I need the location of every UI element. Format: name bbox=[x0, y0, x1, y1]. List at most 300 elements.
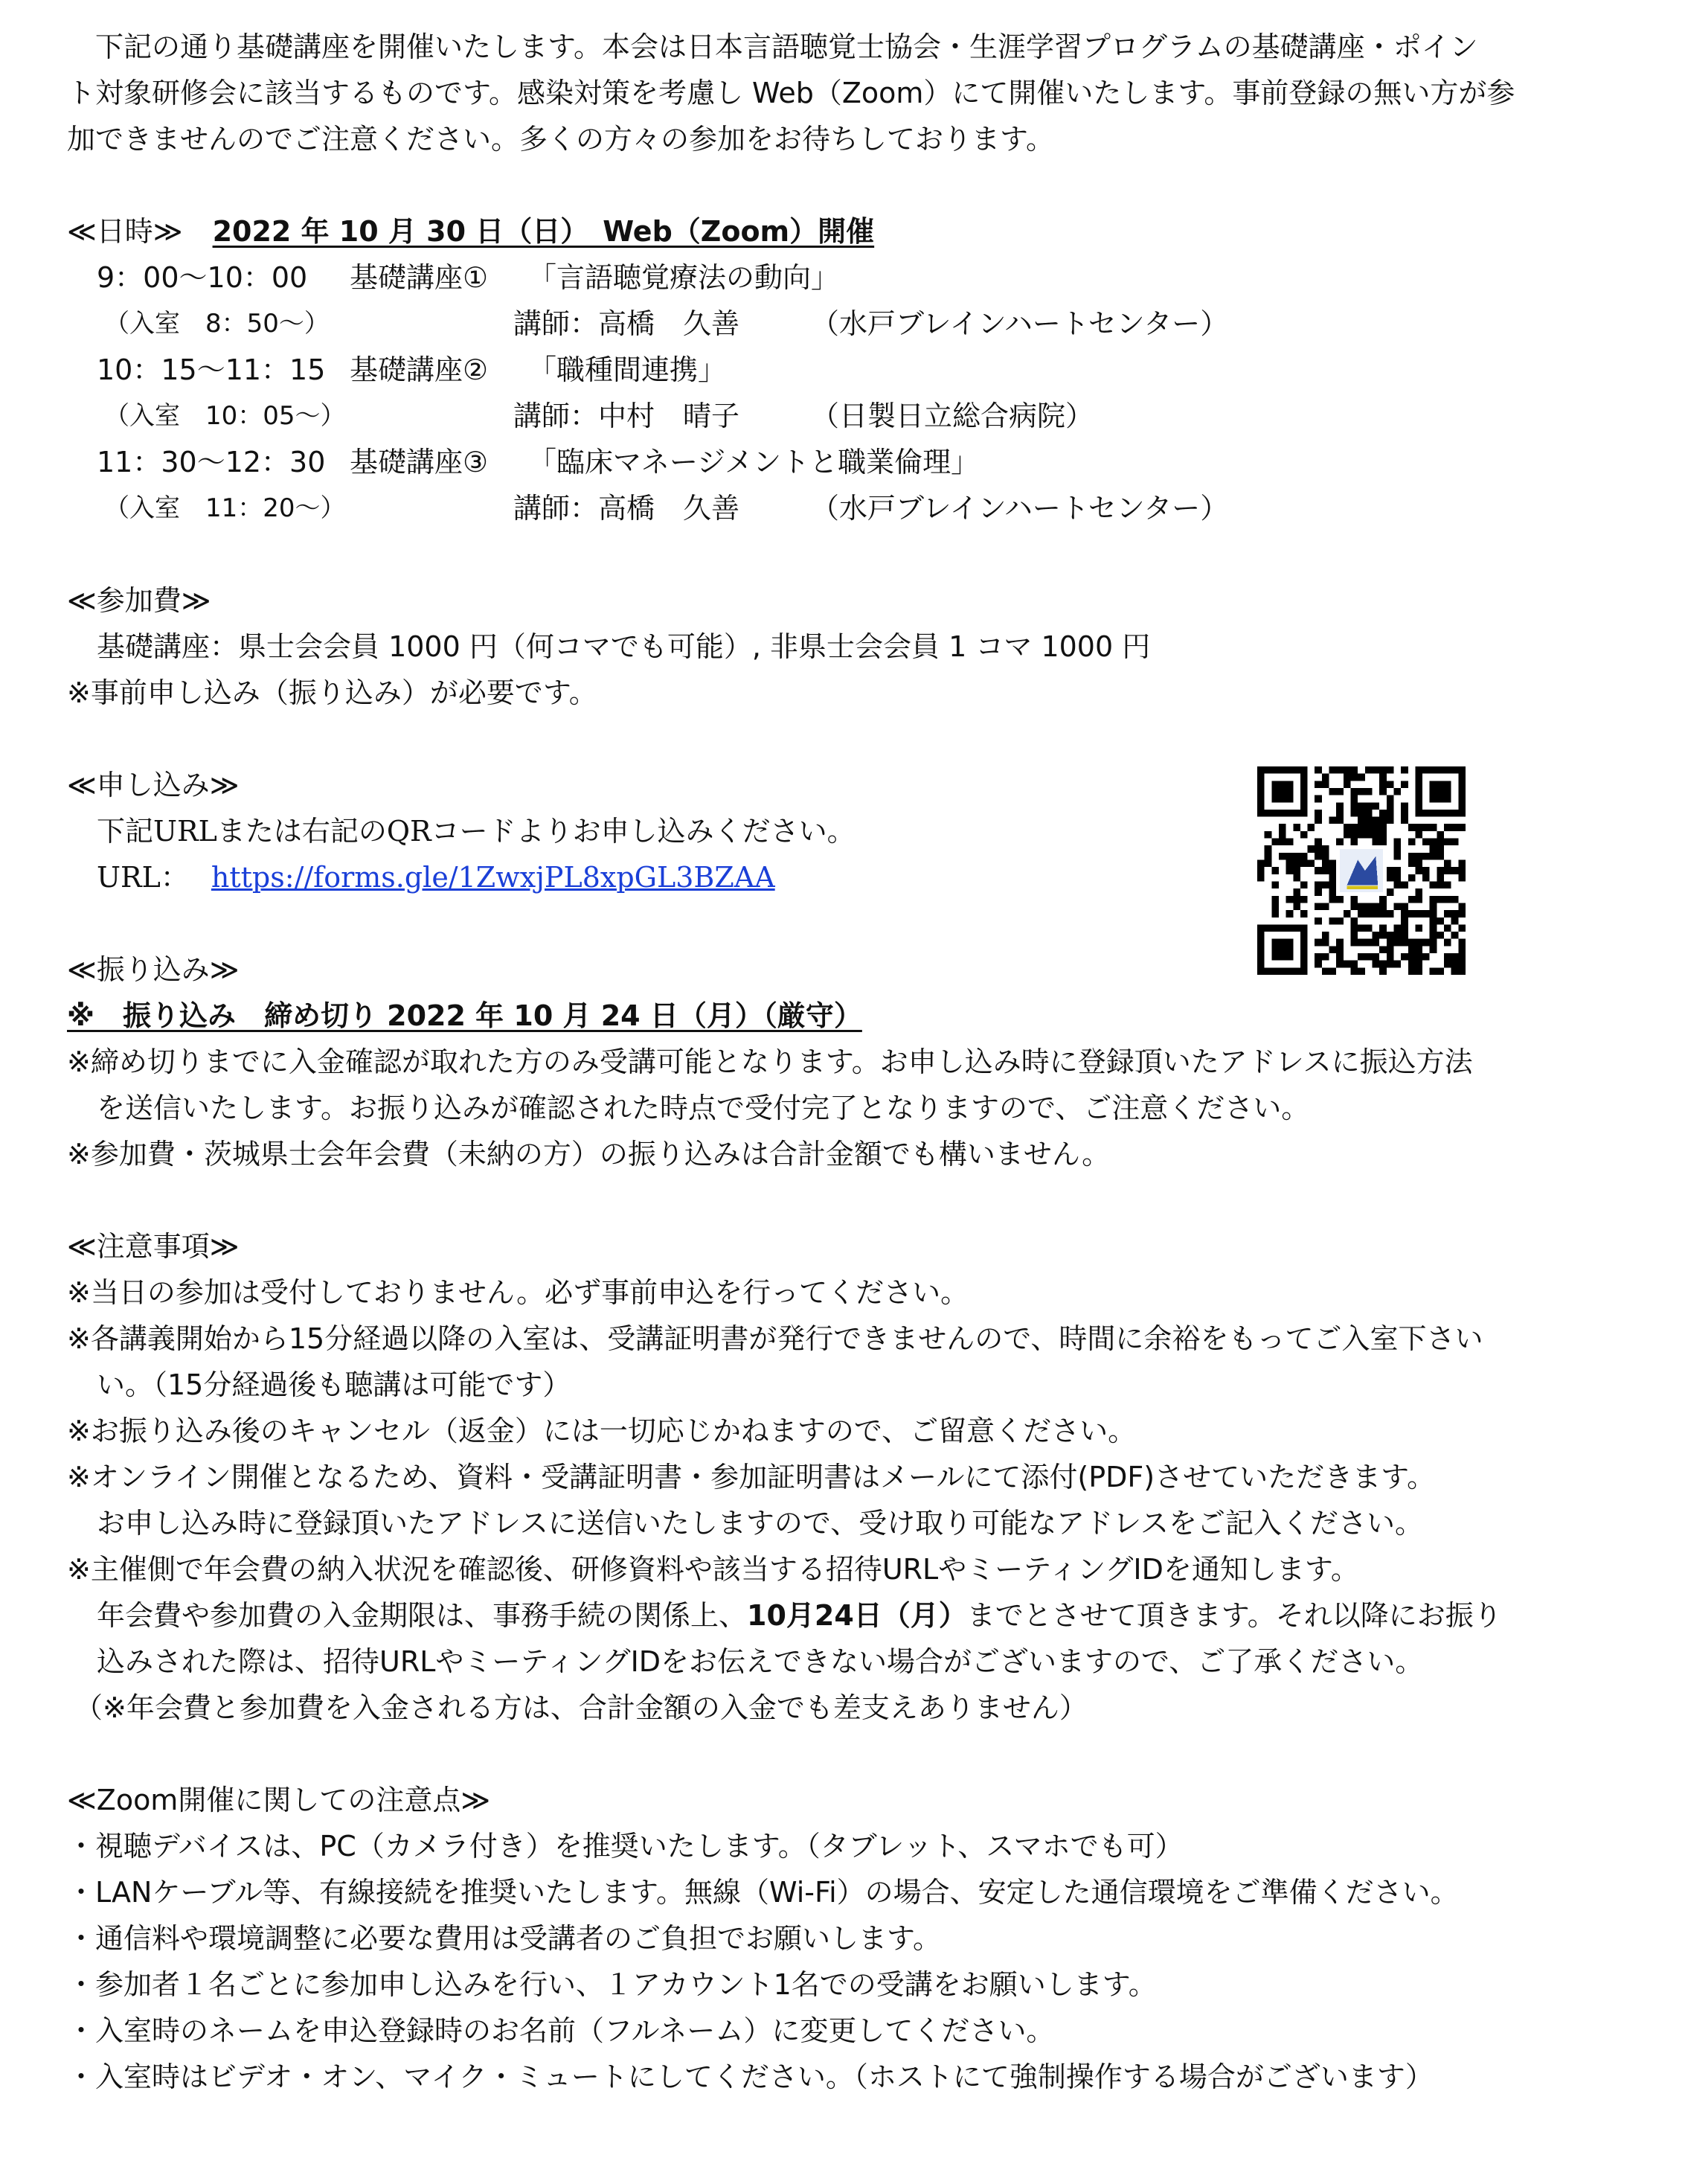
qr-module bbox=[1458, 924, 1466, 932]
qr-module bbox=[1379, 896, 1387, 903]
session-row bbox=[67, 254, 1637, 301]
qr-module bbox=[1286, 839, 1294, 846]
qr-module bbox=[1437, 881, 1444, 888]
qr-module bbox=[1286, 924, 1294, 932]
qr-module bbox=[1430, 924, 1437, 932]
intro-line-2: ト対象研修会に該当するものです。感染対策を考慮し Web（Zoom）にて開催いたします。事前登録の無い方が参 bbox=[67, 77, 1515, 109]
qr-module bbox=[1329, 967, 1337, 975]
qr-module bbox=[1286, 939, 1294, 947]
qr-module bbox=[1329, 817, 1337, 824]
qr-module bbox=[1401, 903, 1408, 910]
qr-module bbox=[1458, 953, 1466, 961]
qr-module bbox=[1372, 961, 1379, 968]
qr-module bbox=[1372, 802, 1379, 810]
session-entry-time: （入室 10：05〜） bbox=[104, 401, 346, 431]
qr-module bbox=[1422, 910, 1430, 918]
qr-module bbox=[1372, 817, 1379, 824]
qr-module bbox=[1379, 839, 1387, 846]
qr-module bbox=[1286, 867, 1294, 874]
qr-module bbox=[1393, 845, 1401, 853]
qr-module bbox=[1372, 932, 1379, 939]
intro-line-3: 加できませんのでご注意ください。多くの方々の参加をお待ちしております。 bbox=[67, 123, 1054, 156]
qr-module bbox=[1279, 788, 1286, 795]
qr-module bbox=[1336, 953, 1344, 961]
qr-module bbox=[1415, 766, 1422, 774]
qr-module bbox=[1444, 961, 1451, 968]
qr-module bbox=[1437, 853, 1444, 860]
qr-module bbox=[1322, 774, 1329, 781]
qr-module bbox=[1415, 774, 1422, 781]
qr-module bbox=[1444, 910, 1451, 918]
qr-module bbox=[1315, 918, 1322, 925]
note-5b-pre: 年会費や参加費の入金期限は、事務手続の関係上、 bbox=[97, 1599, 748, 1632]
qr-module bbox=[1387, 932, 1394, 939]
qr-module bbox=[1437, 967, 1444, 975]
session-time: 9：00〜10：00 bbox=[97, 261, 308, 294]
qr-module bbox=[1444, 839, 1451, 846]
apply-heading: ≪申し込み≫ bbox=[67, 769, 240, 801]
note-3: ※お振り込み後のキャンセル（返金）には一切応じかねますので、ご留意ください。 bbox=[67, 1415, 1137, 1447]
qr-module bbox=[1458, 824, 1466, 831]
qr-module bbox=[1415, 795, 1422, 803]
qr-module bbox=[1271, 924, 1279, 932]
qr-module bbox=[1415, 788, 1422, 795]
qr-module bbox=[1293, 874, 1300, 882]
qr-module bbox=[1293, 824, 1300, 831]
session-lecturer: 講師：高橋 久善 bbox=[513, 492, 740, 525]
qr-module bbox=[1379, 910, 1387, 918]
qr-module bbox=[1322, 967, 1329, 975]
qr-module bbox=[1279, 953, 1286, 961]
qr-module bbox=[1437, 781, 1444, 788]
transfer-deadline bbox=[67, 993, 1637, 1039]
qr-module bbox=[1279, 939, 1286, 947]
qr-module bbox=[1451, 967, 1459, 975]
qr-module bbox=[1444, 924, 1451, 932]
qr-module bbox=[1271, 967, 1279, 975]
fee-line-2: ※事前申し込み（振り込み）が必要です。 bbox=[67, 676, 597, 709]
zoom-item: ・LANケーブル等、有線接続を推奨いたします。無線（Wi-Fi）の場合、安定した通信環境をご準備ください。 bbox=[67, 1876, 1459, 1909]
session-affiliation: （日製日立総合病院） bbox=[811, 400, 1094, 432]
qr-module bbox=[1387, 961, 1394, 968]
qr-module bbox=[1351, 802, 1358, 810]
qr-module bbox=[1286, 781, 1294, 788]
qr-module bbox=[1265, 845, 1272, 853]
note-5b-post: までとさせて頂きます。それ以降にお振り bbox=[966, 1599, 1502, 1632]
qr-module bbox=[1351, 967, 1358, 975]
qr-module bbox=[1458, 810, 1466, 817]
qr-module bbox=[1336, 918, 1344, 925]
qr-module bbox=[1422, 824, 1430, 831]
qr-module bbox=[1365, 817, 1373, 824]
qr-module bbox=[1322, 867, 1329, 874]
qr-module bbox=[1315, 817, 1322, 824]
qr-module bbox=[1387, 795, 1394, 803]
qr-module bbox=[1279, 810, 1286, 817]
session-row bbox=[67, 439, 1637, 485]
qr-module bbox=[1451, 839, 1459, 846]
qr-module bbox=[1415, 967, 1422, 975]
qr-module bbox=[1279, 766, 1286, 774]
qr-module bbox=[1458, 774, 1466, 781]
qr-module bbox=[1387, 939, 1394, 947]
qr-module bbox=[1401, 810, 1408, 817]
qr-module bbox=[1315, 881, 1322, 888]
qr-module bbox=[1344, 774, 1351, 781]
qr-module bbox=[1401, 817, 1408, 824]
qr-module bbox=[1279, 967, 1286, 975]
qr-module bbox=[1444, 781, 1451, 788]
qr-module bbox=[1344, 831, 1351, 839]
qr-module bbox=[1451, 896, 1459, 903]
zoom-heading: ≪Zoom開催に関しての注意点≫ bbox=[67, 1784, 491, 1816]
qr-module bbox=[1444, 896, 1451, 903]
qr-module bbox=[1401, 910, 1408, 918]
qr-module bbox=[1257, 781, 1265, 788]
qr-module bbox=[1437, 932, 1444, 939]
qr-code[interactable] bbox=[1257, 766, 1466, 975]
qr-module bbox=[1293, 967, 1300, 975]
qr-module bbox=[1437, 831, 1444, 839]
qr-module bbox=[1308, 824, 1315, 831]
qr-module bbox=[1401, 932, 1408, 939]
qr-module bbox=[1315, 867, 1322, 874]
qr-module bbox=[1351, 932, 1358, 939]
qr-module bbox=[1336, 939, 1344, 947]
qr-module bbox=[1444, 810, 1451, 817]
qr-module bbox=[1351, 810, 1358, 817]
qr-module bbox=[1458, 903, 1466, 910]
qr-module bbox=[1415, 953, 1422, 961]
qr-module bbox=[1365, 766, 1373, 774]
fee-heading: ≪参加費≫ bbox=[67, 584, 211, 617]
fee-line-1: 基礎講座：県士会会員 1000 円（何コマでも可能）, 非県士会会員 1 コマ 1000 円 bbox=[97, 630, 1151, 663]
qr-module bbox=[1415, 910, 1422, 918]
qr-module bbox=[1329, 860, 1337, 868]
qr-module bbox=[1257, 810, 1265, 817]
qr-module bbox=[1315, 845, 1322, 853]
qr-module bbox=[1293, 766, 1300, 774]
qr-module bbox=[1300, 946, 1308, 953]
qr-module bbox=[1415, 824, 1422, 831]
qr-module bbox=[1401, 802, 1408, 810]
qr-module bbox=[1358, 910, 1365, 918]
qr-module bbox=[1279, 824, 1286, 831]
qr-module bbox=[1293, 888, 1300, 896]
qr-module bbox=[1271, 953, 1279, 961]
qr-module bbox=[1271, 781, 1279, 788]
qr-module bbox=[1430, 766, 1437, 774]
note-5a: ※主催側で年会費の納入状況を確認後、研修資料や該当する招待URLやミーティングIDを通知します。 bbox=[67, 1553, 1359, 1586]
qr-module bbox=[1286, 946, 1294, 953]
qr-module bbox=[1458, 910, 1466, 918]
datetime-value: 2022 年 10 月 30 日（日） Web（Zoom）開催 bbox=[212, 215, 875, 248]
qr-module bbox=[1458, 860, 1466, 868]
qr-module bbox=[1271, 795, 1279, 803]
qr-module bbox=[1451, 766, 1459, 774]
zoom-item: ・入室時のネームを申込登録時のお名前（フルネーム）に変更してください。 bbox=[67, 2014, 1055, 2047]
qr-module bbox=[1379, 788, 1387, 795]
qr-module bbox=[1437, 918, 1444, 925]
qr-module bbox=[1458, 788, 1466, 795]
note-2a: ※各講義開始から15分経過以降の入室は、受講証明書が発行できませんので、時間に余裕をもってご入室下さい bbox=[67, 1322, 1483, 1355]
qr-module bbox=[1351, 903, 1358, 910]
qr-module bbox=[1322, 932, 1329, 939]
note-4b: お申し込み時に登録頂いたアドレスに送信いたしますので、受け取り可能なアドレスをご記入ください。 bbox=[97, 1507, 1423, 1540]
qr-module bbox=[1351, 824, 1358, 831]
qr-module bbox=[1351, 766, 1358, 774]
qr-module bbox=[1300, 881, 1308, 888]
qr-module bbox=[1379, 774, 1387, 781]
qr-module bbox=[1265, 860, 1272, 868]
qr-module bbox=[1437, 810, 1444, 817]
note-5b-deadline: 10月24日（月） bbox=[747, 1599, 967, 1632]
qr-module bbox=[1351, 831, 1358, 839]
qr-module bbox=[1387, 802, 1394, 810]
qr-module bbox=[1415, 939, 1422, 947]
qr-module bbox=[1379, 932, 1387, 939]
qr-module bbox=[1279, 781, 1286, 788]
qr-module bbox=[1286, 766, 1294, 774]
qr-module bbox=[1336, 961, 1344, 968]
qr-module bbox=[1372, 903, 1379, 910]
session-time: 10：15〜11：15 bbox=[97, 353, 326, 386]
qr-module bbox=[1279, 924, 1286, 932]
qr-module bbox=[1279, 853, 1286, 860]
qr-module bbox=[1408, 946, 1416, 953]
qr-module bbox=[1393, 874, 1401, 882]
qr-module bbox=[1265, 831, 1272, 839]
qr-module bbox=[1358, 824, 1365, 831]
qr-module bbox=[1286, 967, 1294, 975]
qr-module bbox=[1415, 946, 1422, 953]
qr-module bbox=[1286, 795, 1294, 803]
qr-module bbox=[1387, 810, 1394, 817]
qr-module bbox=[1379, 903, 1387, 910]
qr-module bbox=[1430, 853, 1437, 860]
qr-module bbox=[1315, 781, 1322, 788]
zoom-item: ・視聴デバイスは、PC（カメラ付き）を推奨いたします。（タブレット、スマホでも可） bbox=[67, 1830, 1184, 1863]
qr-module bbox=[1430, 845, 1437, 853]
qr-module bbox=[1458, 874, 1466, 882]
qr-module bbox=[1437, 795, 1444, 803]
intro-line-1: 下記の通り基礎講座を開催いたします。本会は日本言語聴覚士協会・生涯学習プログラムの基礎講座・ポイン bbox=[67, 31, 1478, 63]
qr-module bbox=[1322, 953, 1329, 961]
qr-module bbox=[1387, 888, 1394, 896]
qr-module bbox=[1393, 961, 1401, 968]
qr-module bbox=[1365, 953, 1373, 961]
session-time: 11：30〜12：30 bbox=[97, 446, 326, 478]
qr-module bbox=[1293, 810, 1300, 817]
qr-module bbox=[1279, 839, 1286, 846]
qr-module bbox=[1351, 961, 1358, 968]
qr-module bbox=[1422, 939, 1430, 947]
qr-module bbox=[1271, 896, 1279, 903]
qr-module bbox=[1329, 946, 1337, 953]
qr-module bbox=[1336, 766, 1344, 774]
qr-module bbox=[1351, 896, 1358, 903]
qr-module bbox=[1257, 788, 1265, 795]
qr-module bbox=[1358, 924, 1365, 932]
qr-module bbox=[1379, 766, 1387, 774]
qr-module bbox=[1415, 961, 1422, 968]
session-title: 「言語聴覚療法の動向」 bbox=[528, 261, 840, 294]
qr-module bbox=[1358, 939, 1365, 947]
qr-module bbox=[1393, 839, 1401, 846]
qr-module bbox=[1444, 939, 1451, 947]
transfer-note-1a: ※締め切りまでに入金確認が取れた方のみ受講可能となります。お申し込み時に登録頂いたアドレスに振込方法 bbox=[67, 1045, 1473, 1078]
qr-module bbox=[1286, 788, 1294, 795]
url-label: URL： bbox=[97, 861, 189, 894]
qr-module bbox=[1430, 896, 1437, 903]
qr-module bbox=[1451, 810, 1459, 817]
qr-module bbox=[1430, 939, 1437, 947]
qr-module bbox=[1336, 896, 1344, 903]
qr-module bbox=[1372, 939, 1379, 947]
qr-module bbox=[1300, 810, 1308, 817]
qr-module bbox=[1444, 867, 1451, 874]
transfer-note-1b: を送信いたします。お振り込みが確認された時点で受付完了となりますので、ご注意ください。 bbox=[97, 1092, 1310, 1124]
qr-module bbox=[1415, 810, 1422, 817]
qr-module bbox=[1344, 824, 1351, 831]
qr-module bbox=[1265, 766, 1272, 774]
qr-module bbox=[1293, 924, 1300, 932]
qr-module bbox=[1329, 918, 1337, 925]
qr-module bbox=[1415, 860, 1422, 868]
qr-module bbox=[1300, 788, 1308, 795]
transfer-heading: ≪振り込み≫ bbox=[67, 953, 240, 986]
qr-module bbox=[1257, 802, 1265, 810]
qr-module bbox=[1422, 810, 1430, 817]
qr-module bbox=[1300, 910, 1308, 918]
qr-module bbox=[1300, 860, 1308, 868]
qr-module bbox=[1336, 788, 1344, 795]
note-1: ※当日の参加は受付しておりません。必ず事前申込を行ってください。 bbox=[67, 1276, 969, 1309]
qr-module bbox=[1401, 953, 1408, 961]
qr-module bbox=[1336, 802, 1344, 810]
qr-module bbox=[1422, 874, 1430, 882]
qr-module bbox=[1393, 788, 1401, 795]
qr-module bbox=[1458, 961, 1466, 968]
qr-module bbox=[1315, 888, 1322, 896]
qr-module bbox=[1329, 896, 1337, 903]
qr-module bbox=[1329, 788, 1337, 795]
qr-module bbox=[1372, 910, 1379, 918]
qr-module bbox=[1300, 795, 1308, 803]
session-detail-row bbox=[67, 301, 1637, 347]
qr-module bbox=[1458, 939, 1466, 947]
session-label: 基礎講座① bbox=[350, 261, 489, 294]
zoom-item: ・参加者１名ごとに参加申し込みを行い、１アカウント1名での受講をお願いします。 bbox=[67, 1968, 1157, 2001]
qr-module bbox=[1408, 896, 1416, 903]
qr-module bbox=[1300, 967, 1308, 975]
session-entry-time: （入室 8：50〜） bbox=[104, 309, 330, 339]
qr-module bbox=[1437, 867, 1444, 874]
qr-module bbox=[1286, 896, 1294, 903]
qr-module bbox=[1344, 781, 1351, 788]
qr-module bbox=[1365, 810, 1373, 817]
application-form-link[interactable]: https://forms.gle/1ZwxjPL8xpGL3BZAA bbox=[211, 861, 775, 894]
note-2b: い。（15分経過後も聴講は可能です） bbox=[97, 1368, 571, 1401]
qr-module bbox=[1344, 766, 1351, 774]
qr-module bbox=[1271, 788, 1279, 795]
qr-module bbox=[1300, 766, 1308, 774]
zoom-item: ・入室時はビデオ・オン、マイク・ミュートにしてください。（ホストにて強制操作する場合がございます） bbox=[67, 2060, 1434, 2093]
document-body bbox=[67, 24, 1637, 2100]
qr-module bbox=[1286, 953, 1294, 961]
qr-module bbox=[1372, 831, 1379, 839]
qr-module bbox=[1401, 766, 1408, 774]
qr-module bbox=[1437, 839, 1444, 846]
qr-module bbox=[1351, 918, 1358, 925]
qr-module bbox=[1393, 939, 1401, 947]
zoom-item: ・通信料や環境調整に必要な費用は受講者のご負担でお願いします。 bbox=[67, 1922, 941, 1955]
qr-module bbox=[1451, 910, 1459, 918]
qr-module bbox=[1387, 946, 1394, 953]
qr-module bbox=[1286, 910, 1294, 918]
qr-module bbox=[1322, 845, 1329, 853]
qr-module bbox=[1300, 896, 1308, 903]
qr-module bbox=[1293, 896, 1300, 903]
qr-module bbox=[1300, 961, 1308, 968]
note-5b bbox=[67, 1592, 1637, 1639]
qr-module bbox=[1387, 817, 1394, 824]
qr-module bbox=[1365, 924, 1373, 932]
qr-module bbox=[1393, 881, 1401, 888]
qr-module bbox=[1372, 953, 1379, 961]
qr-module bbox=[1265, 853, 1272, 860]
session-title: 「職種間連携」 bbox=[528, 353, 727, 386]
qr-module bbox=[1286, 853, 1294, 860]
qr-module bbox=[1430, 781, 1437, 788]
qr-module bbox=[1358, 810, 1365, 817]
qr-module bbox=[1300, 939, 1308, 947]
qr-module bbox=[1408, 839, 1416, 846]
qr-module bbox=[1444, 953, 1451, 961]
datetime-heading: ≪日時≫ bbox=[67, 215, 183, 248]
qr-module bbox=[1372, 824, 1379, 831]
qr-module bbox=[1372, 839, 1379, 846]
qr-module bbox=[1408, 961, 1416, 968]
qr-module bbox=[1308, 845, 1315, 853]
qr-module bbox=[1387, 874, 1394, 882]
qr-module bbox=[1358, 788, 1365, 795]
qr-module bbox=[1458, 946, 1466, 953]
qr-module bbox=[1422, 766, 1430, 774]
qr-module bbox=[1430, 839, 1437, 846]
qr-module bbox=[1365, 802, 1373, 810]
qr-module bbox=[1387, 766, 1394, 774]
qr-module bbox=[1415, 867, 1422, 874]
qr-module bbox=[1430, 910, 1437, 918]
qr-module bbox=[1257, 860, 1265, 868]
qr-module bbox=[1415, 888, 1422, 896]
qr-module bbox=[1300, 953, 1308, 961]
qr-module bbox=[1336, 946, 1344, 953]
qr-module bbox=[1379, 967, 1387, 975]
qr-module bbox=[1379, 781, 1387, 788]
qr-module bbox=[1393, 867, 1401, 874]
qr-module bbox=[1271, 766, 1279, 774]
apply-instruction: 下記URLまたは右記のQRコードよりお申し込みください。 bbox=[97, 815, 856, 848]
qr-module bbox=[1344, 961, 1351, 968]
qr-module bbox=[1401, 924, 1408, 932]
qr-module bbox=[1379, 817, 1387, 824]
qr-module bbox=[1300, 853, 1308, 860]
qr-module bbox=[1322, 903, 1329, 910]
session-title: 「臨床マネージメントと職業倫理」 bbox=[528, 446, 980, 478]
qr-module bbox=[1300, 802, 1308, 810]
